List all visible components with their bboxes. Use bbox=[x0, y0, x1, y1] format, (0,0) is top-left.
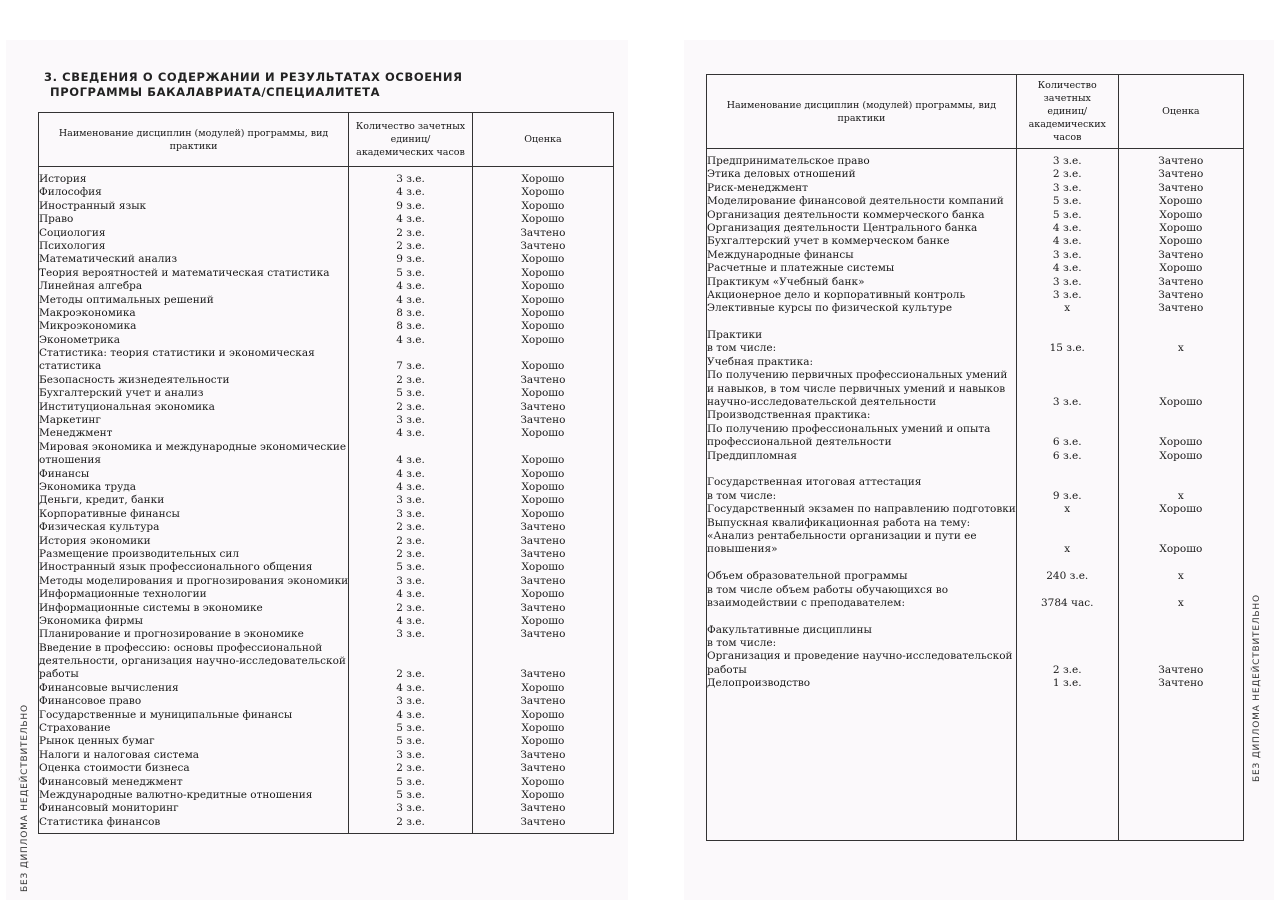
discipline-name: Финансовые вычисления bbox=[39, 681, 179, 694]
grade-value: Хорошо bbox=[1159, 449, 1203, 462]
grade-list bbox=[1119, 155, 1243, 691]
credit-units: 2 з.е. bbox=[396, 534, 425, 547]
grade-value: Хорошо bbox=[1159, 262, 1203, 275]
grade-value: Хорошо bbox=[521, 588, 565, 601]
line-spacer bbox=[1017, 530, 1118, 543]
discipline-name: Финансовый мониторинг bbox=[39, 802, 179, 815]
grade-value: Зачтено bbox=[520, 373, 566, 386]
discipline-name: Государственный экзамен по направлению подготовки bbox=[707, 503, 1016, 516]
grade-value: Хорошо bbox=[521, 199, 565, 212]
discipline-name: Риск-менеджмент bbox=[707, 181, 808, 194]
right-grades-table bbox=[706, 74, 1244, 841]
line-spacer bbox=[1017, 409, 1118, 422]
grade-value: Хорошо bbox=[521, 722, 565, 735]
credit-units: 4 з.е. bbox=[396, 427, 425, 440]
credit-units: 3 з.е. bbox=[396, 695, 425, 708]
discipline-name: Предпринимательское право bbox=[707, 155, 870, 167]
discipline-name: Финансы bbox=[39, 467, 90, 480]
credit-units: 3 з.е. bbox=[1052, 275, 1082, 288]
credit-units: 4 з.е. bbox=[396, 293, 425, 306]
grade-value: Хорошо bbox=[521, 186, 565, 199]
grade-value: Хорошо bbox=[1159, 436, 1203, 449]
credit-units: 240 з.е. bbox=[1046, 570, 1089, 583]
discipline-name: Статистика: теория статистики и экономическая bbox=[39, 347, 315, 360]
grade-column bbox=[472, 167, 613, 830]
discipline-name: Методы моделирования и прогнозирования экономики bbox=[39, 574, 349, 587]
discipline-name: Практики bbox=[707, 329, 763, 342]
discipline-name-cont: и навыков, в том числе первичных умений и навыков bbox=[707, 382, 1006, 395]
grade-value: x bbox=[1177, 489, 1184, 502]
credit-units: 3 з.е. bbox=[396, 507, 425, 520]
discipline-name: Линейная алгебра bbox=[39, 280, 143, 293]
line-spacer bbox=[1017, 383, 1118, 396]
discipline-name: Право bbox=[39, 213, 74, 226]
credit-units: 2 з.е. bbox=[396, 400, 425, 413]
row-gap bbox=[707, 463, 1016, 476]
discipline-name: Оценка стоимости бизнеса bbox=[39, 762, 190, 775]
grade-value: Зачтено bbox=[1158, 155, 1204, 167]
grade-value: Хорошо bbox=[521, 454, 565, 467]
grade-value: Хорошо bbox=[521, 788, 565, 801]
discipline-name: Введение в профессию: основы профессиональной bbox=[39, 641, 323, 654]
column-header-grade: Оценка bbox=[472, 113, 613, 167]
discipline-name: Методы оптимальных решений bbox=[39, 293, 214, 306]
line-spacer bbox=[349, 347, 472, 360]
discipline-name: Делопроизводство bbox=[707, 677, 811, 690]
line-spacer bbox=[1119, 329, 1243, 342]
credit-units: 2 з.е. bbox=[396, 815, 425, 828]
grade-value: Зачтено bbox=[520, 400, 566, 413]
grade-value bbox=[1119, 637, 1243, 650]
discipline-name: Организация деятельности Центрального банка bbox=[707, 221, 978, 234]
credit-units bbox=[1017, 637, 1118, 650]
grade-value: Хорошо bbox=[1159, 543, 1203, 556]
discipline-name: Микроэкономика bbox=[39, 320, 137, 333]
discipline-name: Экономика труда bbox=[39, 480, 136, 493]
line-spacer bbox=[1119, 356, 1243, 369]
credit-units: 3 з.е. bbox=[1052, 248, 1082, 261]
grade-value: Хорошо bbox=[521, 735, 565, 748]
discipline-name-cont: «Анализ рентабельности организации и пути ее bbox=[707, 529, 977, 542]
credit-units: 3 з.е. bbox=[396, 414, 425, 427]
discipline-name: Математический анализ bbox=[39, 253, 178, 266]
credit-units: 3 з.е. bbox=[396, 802, 425, 815]
units-column bbox=[1016, 149, 1118, 691]
line-spacer bbox=[473, 655, 613, 668]
line-spacer bbox=[1119, 409, 1243, 422]
discipline-name-cont: деятельности, организация научно-исследовательской bbox=[39, 655, 346, 668]
discipline-name: Налоги и налоговая система bbox=[39, 748, 199, 761]
credit-units: 8 з.е. bbox=[396, 320, 425, 333]
discipline-name: Информационные технологии bbox=[39, 588, 207, 601]
line-spacer bbox=[473, 642, 613, 655]
credit-units: 2 з.е. bbox=[396, 373, 425, 386]
grade-value: Хорошо bbox=[521, 173, 565, 185]
discipline-name-cont: научно-исследовательской деятельности bbox=[707, 396, 937, 409]
credit-units: 6 з.е. bbox=[1052, 436, 1082, 449]
heading-line-2: ПРОГРАММЫ БАКАЛАВРИАТА/СПЕЦИАЛИТЕТА bbox=[50, 85, 381, 99]
discipline-name: Институциональная экономика bbox=[39, 400, 215, 413]
line-spacer bbox=[1017, 369, 1118, 382]
discipline-name-cont: в том числе: bbox=[707, 637, 777, 650]
column-header-discipline: Наименование дисциплин (модулей) программы, вид практики bbox=[707, 75, 1017, 149]
discipline-name: Государственная итоговая аттестация bbox=[707, 476, 922, 489]
credit-units: 3 з.е. bbox=[1052, 181, 1082, 194]
line-spacer bbox=[1119, 369, 1243, 382]
left-page bbox=[6, 40, 628, 900]
discipline-name-column bbox=[39, 167, 349, 830]
credit-units: 3 з.е. bbox=[396, 494, 425, 507]
credit-units: 4 з.е. bbox=[1052, 221, 1082, 234]
discipline-name: Международные валютно-кредитные отношения bbox=[39, 788, 313, 801]
discipline-name: Финансовое право bbox=[39, 695, 142, 708]
units-column bbox=[349, 167, 473, 830]
discipline-name: Иностранный язык bbox=[39, 199, 147, 212]
line-spacer bbox=[1017, 329, 1118, 342]
discipline-name: История экономики bbox=[39, 534, 151, 547]
credit-units: 4 з.е. bbox=[396, 708, 425, 721]
grade-value: Хорошо bbox=[1159, 195, 1203, 208]
discipline-name: Статистика финансов bbox=[39, 815, 161, 828]
discipline-name: Безопасность жизнедеятельности bbox=[39, 373, 230, 386]
credit-units: 9 з.е. bbox=[396, 253, 425, 266]
discipline-name: Бухгалтерский учет в коммерческом банке bbox=[707, 235, 950, 248]
line-spacer bbox=[349, 655, 472, 668]
grade-value: Хорошо bbox=[521, 507, 565, 520]
column-header-units: Количество зачетных единиц/ академических часов bbox=[1016, 75, 1118, 149]
grade-value: Зачтено bbox=[520, 628, 566, 641]
grade-value: Хорошо bbox=[521, 775, 565, 788]
line-spacer bbox=[349, 642, 472, 655]
grade-value: Зачтено bbox=[520, 815, 566, 828]
discipline-name: Менеджмент bbox=[39, 427, 113, 440]
credit-units: 3 з.е. bbox=[1052, 396, 1082, 409]
grade-value: x bbox=[1177, 596, 1184, 609]
discipline-name-cont: в том числе: bbox=[707, 342, 777, 355]
discipline-name-cont: отношения bbox=[39, 454, 102, 467]
grade-value: Хорошо bbox=[521, 213, 565, 226]
discipline-name-cont: работы bbox=[39, 668, 79, 681]
discipline-name-cont: По получению первичных профессиональных умений bbox=[707, 369, 1008, 382]
discipline-name: Рынок ценных бумаг bbox=[39, 735, 155, 748]
grade-value: Хорошо bbox=[521, 306, 565, 319]
line-spacer bbox=[1119, 517, 1243, 530]
column-header-discipline: Наименование дисциплин (модулей) программы, вид практики bbox=[39, 113, 349, 167]
row-gap bbox=[1119, 610, 1243, 623]
grade-value: Зачтено bbox=[520, 534, 566, 547]
discipline-list bbox=[39, 173, 348, 829]
credit-units: 5 з.е. bbox=[396, 775, 425, 788]
discipline-name-cont: По получению профессиональных умений и опыта bbox=[707, 422, 991, 435]
grade-value: Хорошо bbox=[521, 427, 565, 440]
right-page bbox=[684, 40, 1274, 900]
credit-units: 4 з.е. bbox=[396, 467, 425, 480]
discipline-name: Этика деловых отношений bbox=[707, 168, 856, 181]
validity-note: БЕЗ ДИПЛОМА НЕДЕЙСТВИТЕЛЬНО bbox=[20, 704, 30, 892]
credit-units: 4 з.е. bbox=[396, 280, 425, 293]
credit-units: 3 з.е. bbox=[1052, 155, 1082, 167]
credit-units: 2 з.е. bbox=[396, 521, 425, 534]
discipline-name: Факультативные дисциплины bbox=[707, 623, 872, 636]
credit-units: 3 з.е. bbox=[396, 574, 425, 587]
grade-value: x bbox=[1177, 342, 1184, 355]
grade-value: Зачтено bbox=[1158, 248, 1204, 261]
discipline-name-cont: в том числе: bbox=[707, 489, 777, 502]
column-header-grade: Оценка bbox=[1118, 75, 1243, 149]
discipline-name: Размещение производительных сил bbox=[39, 547, 239, 560]
credit-units: 9 з.е. bbox=[1052, 489, 1082, 502]
line-spacer bbox=[1119, 530, 1243, 543]
grade-value: Хорошо bbox=[1159, 208, 1203, 221]
grade-value: Зачтено bbox=[1158, 288, 1204, 301]
discipline-name: Теория вероятностей и математическая статистика bbox=[39, 266, 330, 279]
line-spacer bbox=[1017, 650, 1118, 663]
credit-units: 2 з.е. bbox=[1052, 168, 1082, 181]
credit-units: x bbox=[1064, 302, 1071, 315]
discipline-name: Акционерное дело и корпоративный контроль bbox=[707, 288, 966, 301]
discipline-name-cont: профессиональной деятельности bbox=[707, 436, 892, 449]
line-spacer bbox=[1017, 476, 1118, 489]
discipline-name-cont: статистика bbox=[39, 360, 102, 373]
credit-units: 5 з.е. bbox=[396, 387, 425, 400]
line-spacer bbox=[473, 441, 613, 454]
row-gap bbox=[1017, 557, 1118, 570]
heading-line-1: 3. СВЕДЕНИЯ О СОДЕРЖАНИИ И РЕЗУЛЬТАТАХ ОСВОЕНИЯ bbox=[44, 70, 463, 84]
grade-value: Зачтено bbox=[1158, 677, 1204, 690]
grade-value: Хорошо bbox=[1159, 396, 1203, 409]
grade-column bbox=[1118, 149, 1243, 691]
credit-units: 5 з.е. bbox=[396, 735, 425, 748]
credit-units: 4 з.е. bbox=[396, 454, 425, 467]
left-grades-table bbox=[38, 112, 614, 834]
grade-value: Зачтено bbox=[520, 762, 566, 775]
discipline-name: История bbox=[39, 173, 87, 185]
grade-value: Хорошо bbox=[1159, 235, 1203, 248]
grade-value: Зачтено bbox=[1158, 663, 1204, 676]
credit-units: 3 з.е. bbox=[396, 173, 425, 185]
line-spacer bbox=[1017, 423, 1118, 436]
discipline-name: Выпускная квалификационная работа на тему: bbox=[707, 516, 971, 529]
row-gap bbox=[707, 316, 1016, 329]
credit-units: 4 з.е. bbox=[396, 588, 425, 601]
grade-value: Хорошо bbox=[521, 708, 565, 721]
line-spacer bbox=[1119, 624, 1243, 637]
row-gap bbox=[707, 610, 1016, 623]
credit-units: 4 з.е. bbox=[396, 681, 425, 694]
discipline-name: Элективные курсы по физической культуре bbox=[707, 302, 953, 315]
credit-units: 1 з.е. bbox=[1052, 677, 1082, 690]
grade-value: Хорошо bbox=[521, 561, 565, 574]
credit-units: 5 з.е. bbox=[1052, 195, 1082, 208]
credit-units: 4 з.е. bbox=[1052, 235, 1082, 248]
grade-value: x bbox=[1177, 570, 1184, 583]
credit-units: 5 з.е. bbox=[1052, 208, 1082, 221]
grade-value: Хорошо bbox=[521, 681, 565, 694]
grade-value: Хорошо bbox=[1159, 221, 1203, 234]
discipline-name: Международные финансы bbox=[707, 248, 854, 261]
grade-value: Зачтено bbox=[520, 802, 566, 815]
discipline-list bbox=[707, 155, 1016, 691]
line-spacer bbox=[473, 347, 613, 360]
discipline-name: Производственная практика: bbox=[707, 409, 871, 422]
discipline-name-cont: взаимодействии с преподавателем: bbox=[707, 596, 905, 609]
discipline-name: Организация деятельности коммерческого банка bbox=[707, 208, 985, 221]
grade-value: Хорошо bbox=[521, 293, 565, 306]
discipline-name: Планирование и прогнозирование в экономике bbox=[39, 628, 304, 641]
row-gap bbox=[1017, 316, 1118, 329]
line-spacer bbox=[1017, 517, 1118, 530]
grade-value: Хорошо bbox=[521, 387, 565, 400]
line-spacer bbox=[1119, 423, 1243, 436]
grade-value: Зачтено bbox=[520, 226, 566, 239]
discipline-name: Физическая культура bbox=[39, 521, 160, 534]
line-spacer bbox=[1017, 584, 1118, 597]
discipline-name: Государственные и муниципальные финансы bbox=[39, 708, 293, 721]
grade-value: Зачтено bbox=[520, 521, 566, 534]
grade-value: Хорошо bbox=[521, 266, 565, 279]
grade-value: Зачтено bbox=[520, 695, 566, 708]
discipline-name: Маркетинг bbox=[39, 414, 101, 427]
grade-value: Хорошо bbox=[521, 494, 565, 507]
grade-value: Зачтено bbox=[520, 574, 566, 587]
credit-units: 5 з.е. bbox=[396, 788, 425, 801]
row-gap bbox=[1119, 316, 1243, 329]
line-spacer bbox=[1119, 650, 1243, 663]
grade-value: Зачтено bbox=[520, 748, 566, 761]
credit-units: 8 з.е. bbox=[396, 306, 425, 319]
column-header-units: Количество зачетных единиц/ академических часов bbox=[349, 113, 473, 167]
discipline-name: Моделирование финансовой деятельности компаний bbox=[707, 195, 1004, 208]
row-gap bbox=[1017, 610, 1118, 623]
line-spacer bbox=[1119, 383, 1243, 396]
discipline-name: Психология bbox=[39, 239, 106, 252]
discipline-name-column bbox=[707, 149, 1017, 691]
grade-value: Зачтено bbox=[520, 239, 566, 252]
grade-value: Хорошо bbox=[1159, 503, 1203, 516]
discipline-name: Эконометрика bbox=[39, 333, 120, 346]
grade-value: Зачтено bbox=[1158, 302, 1204, 315]
credit-units: 2 з.е. bbox=[1052, 663, 1082, 676]
grade-value: Зачтено bbox=[1158, 275, 1204, 288]
credit-units: 4 з.е. bbox=[396, 333, 425, 346]
discipline-name: Социология bbox=[39, 226, 106, 239]
line-spacer bbox=[1119, 476, 1243, 489]
discipline-name: Корпоративные финансы bbox=[39, 507, 180, 520]
units-list bbox=[349, 173, 472, 829]
discipline-name: Философия bbox=[39, 186, 102, 199]
grade-value: Зачтено bbox=[520, 547, 566, 560]
grade-value: Хорошо bbox=[521, 480, 565, 493]
credit-units: 15 з.е. bbox=[1049, 342, 1085, 355]
credit-units: 5 з.е. bbox=[396, 722, 425, 735]
discipline-name-cont: повышения» bbox=[707, 543, 778, 556]
discipline-name: Расчетные и платежные системы bbox=[707, 262, 895, 275]
credit-units: 9 з.е. bbox=[396, 199, 425, 212]
discipline-name: в том числе объем работы обучающихся во bbox=[707, 583, 949, 596]
credit-units: x bbox=[1064, 543, 1071, 556]
grade-value: Хорошо bbox=[521, 320, 565, 333]
discipline-name: Информационные системы в экономике bbox=[39, 601, 263, 614]
credit-units: 3 з.е. bbox=[396, 628, 425, 641]
credit-units: x bbox=[1064, 503, 1071, 516]
grade-value: Хорошо bbox=[521, 467, 565, 480]
grade-value: Хорошо bbox=[521, 614, 565, 627]
discipline-name: Преддипломная bbox=[707, 449, 798, 462]
credit-units: 2 з.е. bbox=[396, 239, 425, 252]
discipline-name: Макроэкономика bbox=[39, 306, 136, 319]
discipline-name: Организация и проведение научно-исследовательской bbox=[707, 650, 1013, 663]
row-gap bbox=[1017, 463, 1118, 476]
discipline-name-cont: работы bbox=[707, 663, 747, 676]
grade-value: Хорошо bbox=[521, 333, 565, 346]
discipline-name: Страхование bbox=[39, 722, 111, 735]
units-list bbox=[1017, 155, 1118, 691]
credit-units: 5 з.е. bbox=[396, 561, 425, 574]
grade-value: Зачтено bbox=[520, 668, 566, 681]
grade-value: Зачтено bbox=[520, 414, 566, 427]
discipline-name: Иностранный язык профессионального общения bbox=[39, 561, 313, 574]
credit-units: 3 з.е. bbox=[396, 748, 425, 761]
credit-units: 2 з.е. bbox=[396, 547, 425, 560]
grade-value: Хорошо bbox=[521, 360, 565, 373]
discipline-name: Практикум «Учебный банк» bbox=[707, 275, 865, 288]
grade-list bbox=[473, 173, 613, 829]
credit-units: 5 з.е. bbox=[396, 266, 425, 279]
credit-units: 4 з.е. bbox=[396, 480, 425, 493]
credit-units: 3 з.е. bbox=[1052, 288, 1082, 301]
row-gap bbox=[1119, 557, 1243, 570]
discipline-name: Учебная практика: bbox=[707, 355, 813, 368]
grade-value: Зачтено bbox=[520, 601, 566, 614]
credit-units: 2 з.е. bbox=[396, 668, 425, 681]
grade-value: Хорошо bbox=[521, 253, 565, 266]
validity-note-right: БЕЗ ДИПЛОМА НЕДЕЙСТВИТЕЛЬНО bbox=[1252, 594, 1262, 782]
line-spacer bbox=[1017, 356, 1118, 369]
credit-units: 2 з.е. bbox=[396, 226, 425, 239]
credit-units: 2 з.е. bbox=[396, 762, 425, 775]
credit-units: 4 з.е. bbox=[396, 213, 425, 226]
discipline-name: Бухгалтерский учет и анализ bbox=[39, 387, 204, 400]
credit-units: 4 з.е. bbox=[1052, 262, 1082, 275]
row-gap bbox=[707, 557, 1016, 570]
credit-units: 4 з.е. bbox=[396, 186, 425, 199]
discipline-name: Экономика фирмы bbox=[39, 614, 144, 627]
grade-value: Зачтено bbox=[1158, 168, 1204, 181]
section-heading bbox=[44, 70, 463, 100]
credit-units: 2 з.е. bbox=[396, 601, 425, 614]
credit-units: 7 з.е. bbox=[396, 360, 425, 373]
discipline-name: Мировая экономика и международные экономические bbox=[39, 440, 347, 453]
row-gap bbox=[1119, 463, 1243, 476]
discipline-name: Объем образовательной программы bbox=[707, 570, 908, 583]
line-spacer bbox=[1017, 624, 1118, 637]
line-spacer bbox=[349, 441, 472, 454]
credit-units: 4 з.е. bbox=[396, 614, 425, 627]
line-spacer bbox=[1119, 584, 1243, 597]
credit-units: 6 з.е. bbox=[1052, 449, 1082, 462]
grade-value: Хорошо bbox=[521, 280, 565, 293]
credit-units: 3784 час. bbox=[1041, 596, 1094, 609]
discipline-name: Финансовый менеджмент bbox=[39, 775, 183, 788]
grade-value: Зачтено bbox=[1158, 181, 1204, 194]
discipline-name: Деньги, кредит, банки bbox=[39, 494, 165, 507]
